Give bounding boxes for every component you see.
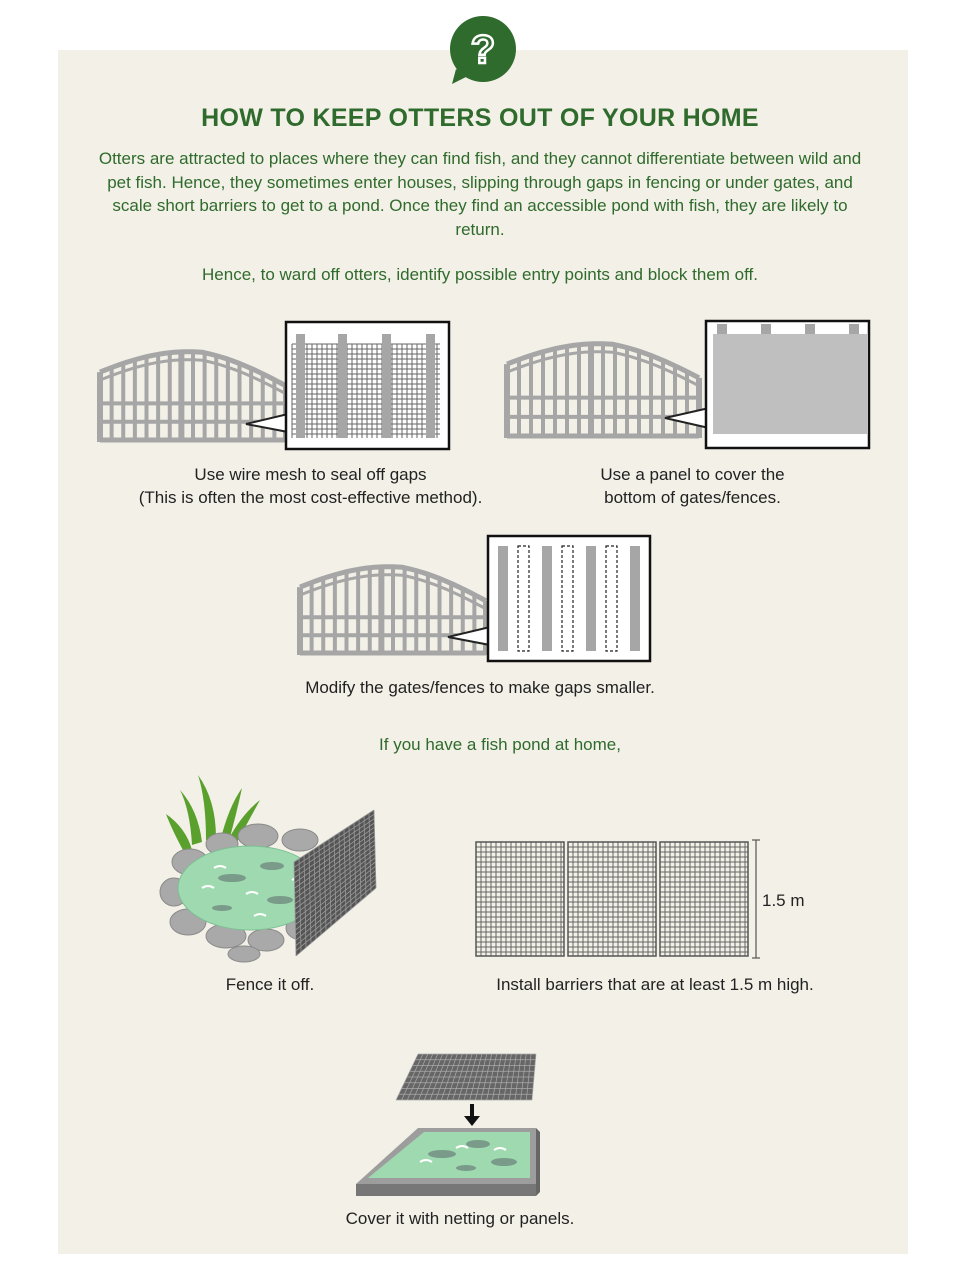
covered-pond-illustration (354, 1052, 540, 1200)
panel-caption (520, 463, 865, 509)
fenced-pond-illustration (162, 770, 382, 960)
modify-caption: Modify the gates/fences to make gaps smaller. (305, 678, 655, 697)
cover-caption: Cover it with netting or panels. (345, 1209, 575, 1228)
pond-heading: If you have a fish pond at home, (379, 735, 621, 754)
intro-paragraph: Otters are attracted to places where they can find fish, and they cannot differentiate between wild and pet fish. Hence, they sometimes enter houses, slipping through gaps in fencing or under gates, and scale short barriers to get to a pond. Once they find an accessible pond with fish, they are likely to return. (98, 149, 862, 239)
svg-text:?: ? (470, 28, 496, 72)
hence-statement: Hence, to ward off otters, identify possible entry points and block them off. (202, 265, 758, 284)
mesh-caption (98, 463, 523, 509)
fence-caption: Fence it off. (225, 975, 315, 994)
panel-caption-line1: Use a panel to cover the (600, 465, 785, 484)
wire-mesh-gate-illustration (98, 320, 453, 452)
gate-3 (300, 567, 486, 655)
mesh-caption-line1: Use wire mesh to seal off gaps (194, 465, 427, 484)
page-title: HOW TO KEEP OTTERS OUT OF YOUR HOME (201, 104, 759, 132)
gate-2 (507, 344, 699, 438)
mesh-caption-line2: (This is often the most cost-effective method). (138, 488, 483, 507)
gate-1 (100, 352, 286, 442)
panel-caption-line2: bottom of gates/fences. (604, 488, 781, 507)
panel-gate-illustration (505, 318, 873, 452)
height-label: 1.5 m (762, 891, 805, 910)
modified-gate-illustration (298, 533, 656, 665)
question-mark-speech-bubble-icon (446, 14, 518, 86)
barrier-caption: Install barriers that are at least 1.5 m high. (496, 975, 814, 994)
